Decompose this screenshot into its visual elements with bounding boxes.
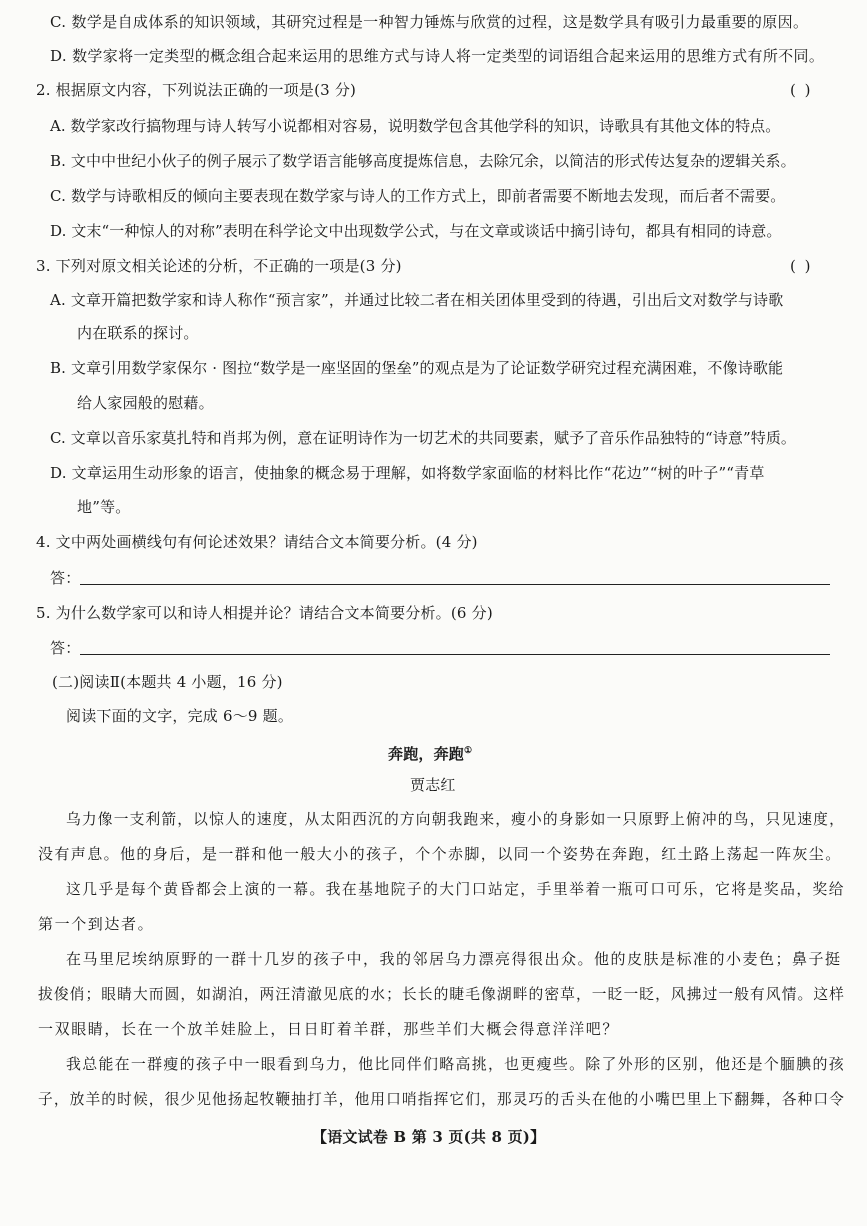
- q2-option-c: C. 数学与诗歌相反的倾向主要表现在数学家与诗人的工作方式上，即前者需要不断地去发现，而后者不需要。: [50, 187, 786, 205]
- paragraph-3-line-2: 拔俊俏；眼睛大而圆，如湖泊，两汪清澈见底的水；长长的睫毛像湖畔的密草，一眨一眨，风拂过一般有风情。这样: [38, 985, 845, 1003]
- q1-option-d: D. 数学家将一定类型的概念组合起来运用的思维方式与诗人将一定类型的词语组合起来运用的思维方式有所不同。: [50, 47, 825, 65]
- story-title-text: 奔跑，奔跑: [388, 745, 465, 763]
- answer-bracket-2: ( ): [790, 81, 813, 99]
- story-title: [388, 741, 472, 764]
- q3-option-b: B. 文章引用数学家保尔 · 图拉“数学是一座坚固的堡垒”的观点是为了论证数学研究过程充满困难，不像诗歌能: [50, 359, 784, 377]
- answer-line-4[interactable]: [80, 584, 830, 585]
- q2-option-a: A. 数学家改行搞物理与诗人转写小说都相对容易，说明数学包含其他学科的知识，诗歌具有其他文体的特点。: [50, 117, 781, 135]
- section-heading: (二)阅读Ⅱ(本题共 4 小题，16 分): [52, 673, 283, 691]
- question-4: 4. 文中两处画横线句有何论述效果？请结合文本简要分析。(4 分): [36, 533, 478, 551]
- instructions: 阅读下面的文字，完成 6～9 题。: [66, 707, 294, 725]
- paragraph-2-line-2: 第一个到达者。: [38, 915, 155, 933]
- q3-option-d: D. 文章运用生动形象的语言，使抽象的概念易于理解，如将数学家面临的材料比作“花边”“树的叶子”“青草: [50, 464, 765, 482]
- q2-option-d: D. 文末“一种惊人的对称”表明在科学论文中出现数学公式，与在文章或谈话中摘引诗句，都具有相同的诗意。: [50, 222, 782, 240]
- answer-bracket-3: ( ): [790, 257, 813, 275]
- paragraph-1-line-1: 乌力像一支利箭，以惊人的速度，从太阳西沉的方向朝我跑来，瘦小的身影如一只原野上俯冲的鸟，只见速度，: [66, 810, 845, 828]
- answer-label-5: 答：: [50, 639, 81, 657]
- q2-option-b: B. 文中中世纪小伙子的例子展示了数学语言能够高度提炼信息，去除冗余，以简洁的形式传达复杂的逻辑关系。: [50, 152, 796, 170]
- q3-option-a: A. 文章开篇把数学家和诗人称作“预言家”，并通过比较二者在相关团体里受到的待遇，引出后文对数学与诗歌: [50, 291, 784, 309]
- q3-option-c: C. 文章以音乐家莫扎特和肖邦为例，意在证明诗作为一切艺术的共同要素，赋予了音乐作品独特的“诗意”特质。: [50, 429, 797, 447]
- paragraph-4-line-2: 子，放羊的时候，很少见他扬起牧鞭抽打羊，他用口哨指挥它们，那灵巧的舌头在他的小嘴巴里上下翻舞，各种口令: [38, 1090, 845, 1108]
- paragraph-3-line-1: 在马里尼埃纳原野的一群十几岁的孩子中，我的邻居乌力漂亮得很出众。他的皮肤是标准的小麦色；鼻子挺: [66, 950, 842, 968]
- answer-label-4: 答：: [50, 569, 81, 587]
- q3-option-a-cont: 内在联系的探讨。: [77, 324, 199, 342]
- question-5: 5. 为什么数学家可以和诗人相提并论？请结合文本简要分析。(6 分): [36, 604, 493, 622]
- footnote-marker: ①: [464, 746, 473, 756]
- story-author: 贾志红: [410, 776, 456, 794]
- q3-option-b-cont: 给人家园般的慰藉。: [77, 394, 214, 412]
- q3-option-d-cont: 地”等。: [77, 498, 131, 516]
- paragraph-3-line-3: 一双眼睛，长在一个放羊娃脸上，日日盯着羊群，那些羊们大概会得意洋洋吧？: [38, 1020, 620, 1038]
- answer-line-5[interactable]: [80, 654, 830, 655]
- q1-option-c: C. 数学是自成体系的知识领域，其研究过程是一种智力锤炼与欣赏的过程，这是数学具有吸引力最重要的原因。: [50, 13, 809, 31]
- paragraph-2-line-1: 这几乎是每个黄昏都会上演的一幕。我在基地院子的大门口站定，手里举着一瓶可口可乐，它将是奖品，奖给: [66, 880, 846, 898]
- paragraph-1-line-2: 没有声息。他的身后，是一群和他一般大小的孩子，个个赤脚，以同一个姿势在奔跑，红土路上荡起一阵灰尘。: [38, 845, 842, 863]
- page-footer: 【语文试卷 B 第 3 页(共 8 页)】: [312, 1128, 546, 1146]
- question-2: 2. 根据原文内容，下列说法正确的一项是(3 分): [36, 81, 357, 99]
- question-3: 3. 下列对原文相关论述的分析，不正确的一项是(3 分): [36, 257, 402, 275]
- paragraph-4-line-1: 我总能在一群瘦的孩子中一眼看到乌力，他比同伴们略高挑，也更瘦些。除了外形的区别，他还是个腼腆的孩: [66, 1055, 845, 1073]
